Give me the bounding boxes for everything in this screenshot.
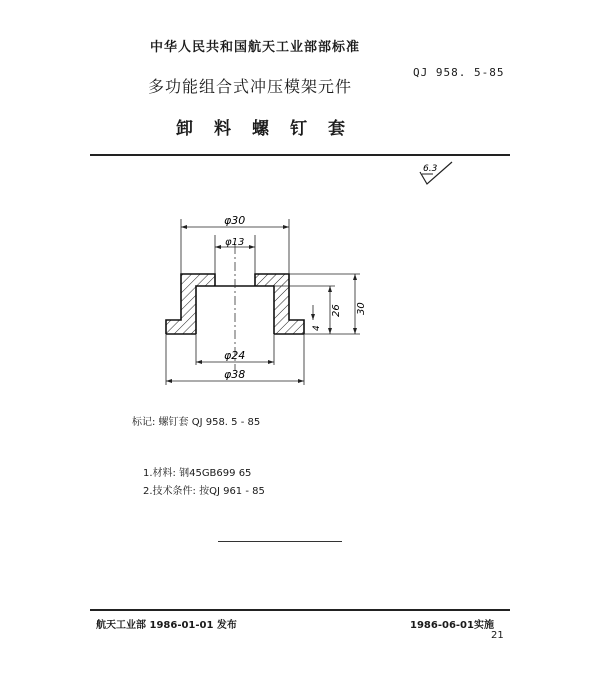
- screw-sleeve-drawing: [150, 205, 380, 390]
- dim-inner-bore: φ24: [224, 349, 246, 362]
- implementation-date: 1986-06-01实施: [410, 620, 494, 631]
- page-number: 21: [491, 630, 504, 641]
- standard-code: QJ 958. 5-85: [413, 66, 505, 79]
- content-end-rule: [218, 541, 342, 542]
- issuing-organization: 中华人民共和国航天工业部部标准: [150, 40, 361, 55]
- dim-hole-top: φ13: [225, 237, 245, 248]
- part-name: 卸料螺钉套: [176, 119, 366, 139]
- dim-flange-thickness: 4: [312, 325, 322, 331]
- footer-divider: [90, 609, 510, 611]
- dim-outer-top: φ30: [224, 214, 246, 227]
- header-divider: [90, 154, 510, 156]
- standard-title: 多功能组合式冲压模架元件: [148, 77, 353, 96]
- note-technical-conditions: 2.技术条件: 按QJ 961 - 85: [143, 486, 265, 497]
- dim-height-total: 30: [356, 302, 367, 315]
- note-material: 1.材料: 钢45GB699 65: [143, 468, 252, 479]
- issue-date: 航天工业部 1986-01-01 发布: [96, 620, 237, 631]
- surface-roughness-symbol: [418, 160, 458, 188]
- dim-flange-dia: φ38: [224, 368, 246, 381]
- dim-height-inner: 26: [331, 304, 342, 317]
- roughness-value: 6.3: [423, 164, 438, 174]
- marking-designation: 标记: 螺钉套 QJ 958. 5 - 85: [132, 417, 261, 428]
